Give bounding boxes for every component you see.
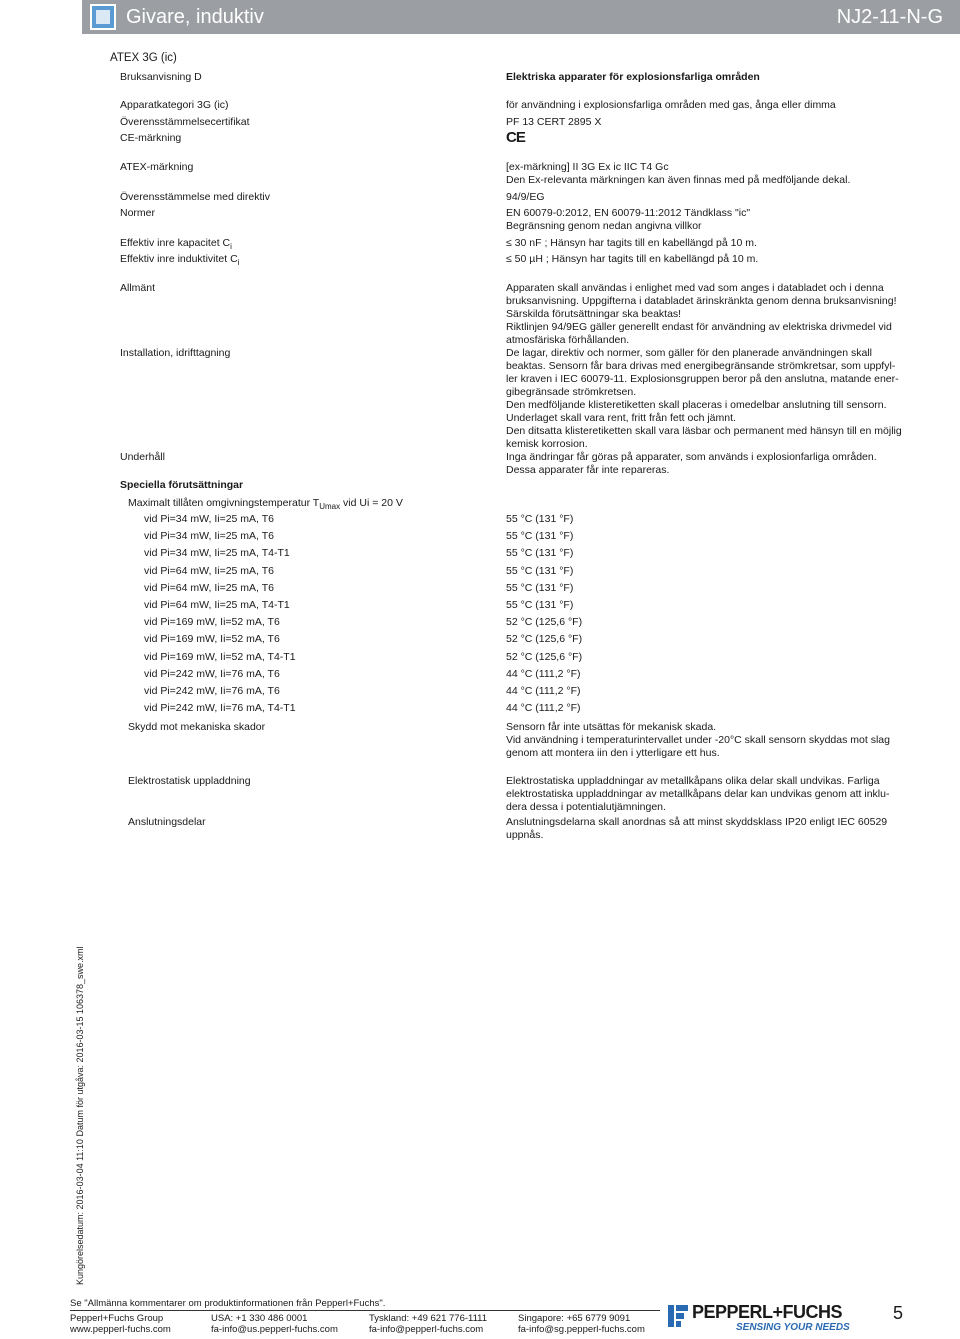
- temperature-item: 55 °C (131 °F): [506, 513, 574, 525]
- general-text: Apparaten skall användas i enlighet med vad som anges i databladet och i denna bruksanvisning. Uppgifterna i databladet ärinskränkta genom denna bruksanvisning! Särskilda förutsättningar ska beaktas! Riktlinjen 94/9EG gäller generellt endast för användning av elektriska drivmedel vid atmosfäriska förhållanden.: [506, 282, 897, 346]
- mechanical-text: Sensorn får inte utsättas för mekanisk skada. Vid användning i temperaturintervallet under -20°C skall sensorn skyddas mot slag genom att montera iin den i ytterligare ett hus.: [506, 721, 890, 759]
- condition-item: vid Pi=169 mW, Ii=52 mA, T4-T1: [144, 650, 296, 663]
- capacitance-value: ≤ 30 nF ; Hänsyn har tagits till en kabellängd på 10 m.: [506, 237, 757, 249]
- website-link[interactable]: www.pepperl-fuchs.com: [70, 1324, 171, 1335]
- inductance-value: ≤ 50 µH ; Hänsyn har tagits till en kabellängd på 10 m.: [506, 253, 759, 265]
- category-value: för användning i explosionsfarliga områden med gas, ånga eller dimma: [506, 99, 836, 111]
- ce-label: CE-märkning: [120, 132, 182, 144]
- page-title: Givare, induktiv: [126, 6, 264, 28]
- capacitance-label: Effektiv inre kapacitet $C_i$: [120, 237, 232, 251]
- page-number: 5: [893, 1303, 904, 1323]
- condition-item: vid Pi=34 mW, Ii=25 mA, T6: [144, 513, 274, 525]
- temperature-item: 55 °C (131 °F): [506, 598, 574, 611]
- condition-item: vid Pi=169 mW, Ii=52 mA, T6: [144, 633, 280, 646]
- brand-name: PEPPERL+FUCHS: [692, 1302, 843, 1322]
- directive-label: Överensstämmelse med direktiv: [120, 191, 270, 203]
- product-icon: [90, 4, 116, 30]
- email-link-germany[interactable]: fa-info@pepperl-fuchs.com: [369, 1324, 484, 1335]
- condition-item: vid Pi=34 mW, Ii=25 mA, T4-T1: [144, 547, 290, 560]
- email-link-singapore[interactable]: fa-info@sg.pepperl-fuchs.com: [518, 1324, 645, 1335]
- publication-info: Kungörelsedatum: 2016-03-04 11:10 Datum för utgåva: 2016-03-15 106378_swe.xml: [75, 946, 85, 1285]
- category-label: Apparatkategori 3G (ic): [120, 99, 229, 111]
- temperature-item: 52 °C (125,6 °F): [506, 616, 583, 629]
- pepperl-fuchs-logo-icon: [668, 1303, 688, 1329]
- footer-singapore: Singapore: +65 6779 9091 fa-info@sg.pepperl-fuchs.com: [518, 1313, 645, 1335]
- section-heading: ATEX 3G (ic): [110, 52, 177, 64]
- installation-text: De lagar, direktiv och normer, som gäller för den planerade användningen skall beaktas. Sensorn får bara drivas med energibegränsande strömkretsar, som uppfyl- ler kraven i IEC 60079-11. Explosionsgruppen beror på den anslutna, matande ener- gibegränsade strömkretsen. Den medföljande klisteretiketten skall placeras i omedelbar anslutning till sensorn. Underlaget skall vara rent, fritt från fett och jämnt. Den ditsatta klisteretiketten skall vara läsbar och permanent med hänsyn till en möjlig kemisk korrosion.: [506, 347, 902, 450]
- max-temp-label: Maximalt tillåten omgivningstemperatur $T_{Umax}$ vid Ui = 20 V: [128, 497, 403, 511]
- directive-value: 94/9/EG: [506, 191, 545, 203]
- ce-mark-icon: CE: [506, 129, 525, 146]
- temperature-item: 52 °C (125,6 °F): [506, 633, 583, 646]
- special-heading: Speciella förutsättningar: [120, 479, 244, 491]
- atex-note: Den Ex-relevanta märkningen kan även finnas med på medföljande dekal.: [506, 174, 851, 186]
- norms-label: Normer: [120, 207, 156, 219]
- condition-list: [144, 513, 296, 719]
- connection-label: Anslutningsdelar: [128, 816, 206, 828]
- footer-note: Se "Allmänna kommentarer om produktinformationen från Pepperl+Fuchs".: [70, 1298, 386, 1309]
- connection-text: Anslutningsdelarna skall anordnas så att minst skyddsklass IP20 enligt IEC 60529 uppnås.: [506, 816, 888, 841]
- temperature-list: [506, 513, 582, 719]
- mechanical-label: Skydd mot mekaniska skador: [128, 721, 266, 733]
- electrostatic-text: Elektrostatiska uppladdningar av metallkåpans olika delar skall undvikas. Farliga elektrostatiska uppladdningar av metallkåpans delar kan undvikas genom att inklu- dera dessa i potentialutjämningen.: [506, 775, 890, 813]
- maintenance-label: Underhåll: [120, 451, 165, 463]
- footer-divider: [70, 1310, 660, 1311]
- general-label: Allmänt: [120, 282, 156, 294]
- condition-item: vid Pi=64 mW, Ii=25 mA, T6: [144, 564, 274, 577]
- atex-label: ATEX-märkning: [120, 161, 194, 173]
- condition-item: vid Pi=169 mW, Ii=52 mA, T6: [144, 616, 280, 629]
- temperature-item: 44 °C (111,2 °F): [506, 702, 581, 715]
- certificate-value: PF 13 CERT 2895 X: [506, 116, 602, 128]
- product-code: NJ2-11-N-G: [836, 6, 943, 28]
- maintenance-text: Inga ändringar får göras på apparater, som används i explosionfarliga områden. Dessa apparater får inte repareras.: [506, 451, 877, 476]
- temperature-item: 44 °C (111,2 °F): [506, 667, 581, 680]
- brand-slogan: SENSING YOUR NEEDS: [736, 1322, 850, 1333]
- atex-value: [ex-märkning] II 3G Ex ic IIC T4 Gc: [506, 161, 669, 173]
- manual-label: Bruksanvisning D: [120, 71, 202, 83]
- norms-note: Begränsning genom nedan angivna villkor: [506, 220, 702, 232]
- temperature-item: 55 °C (131 °F): [506, 581, 574, 594]
- temperature-item: 52 °C (125,6 °F): [506, 650, 583, 663]
- norms-value: EN 60079-0:2012, EN 60079-11:2012 Tändklass "ic": [506, 207, 751, 219]
- condition-item: vid Pi=242 mW, Ii=76 mA, T6: [144, 684, 280, 697]
- manual-value: Elektriska apparater för explosionsfarliga områden: [506, 71, 760, 83]
- temperature-item: 55 °C (131 °F): [506, 564, 574, 577]
- temperature-item: 55 °C (131 °F): [506, 547, 574, 560]
- certificate-label: Överensstämmelsecertifikat: [120, 116, 250, 128]
- temperature-item: 55 °C (131 °F): [506, 530, 574, 543]
- electrostatic-label: Elektrostatisk uppladdning: [128, 775, 251, 787]
- email-link-usa[interactable]: fa-info@us.pepperl-fuchs.com: [211, 1324, 338, 1335]
- footer-usa: USA: +1 330 486 0001 fa-info@us.pepperl-fuchs.com: [211, 1313, 338, 1335]
- condition-item: vid Pi=64 mW, Ii=25 mA, T6: [144, 581, 274, 594]
- condition-item: vid Pi=64 mW, Ii=25 mA, T4-T1: [144, 598, 290, 611]
- condition-item: vid Pi=242 mW, Ii=76 mA, T6: [144, 667, 280, 680]
- condition-item: vid Pi=242 mW, Ii=76 mA, T4-T1: [144, 702, 296, 715]
- installation-label: Installation, idrifttagning: [120, 347, 231, 359]
- condition-item: vid Pi=34 mW, Ii=25 mA, T6: [144, 530, 274, 543]
- footer-germany: Tyskland: +49 621 776-1111 fa-info@pepperl-fuchs.com: [369, 1313, 488, 1335]
- inductance-label: Effektiv inre induktivitet $C_i$: [120, 253, 240, 267]
- temperature-item: 44 °C (111,2 °F): [506, 684, 581, 697]
- footer-group: Pepperl+Fuchs Group www.pepperl-fuchs.com: [70, 1313, 171, 1335]
